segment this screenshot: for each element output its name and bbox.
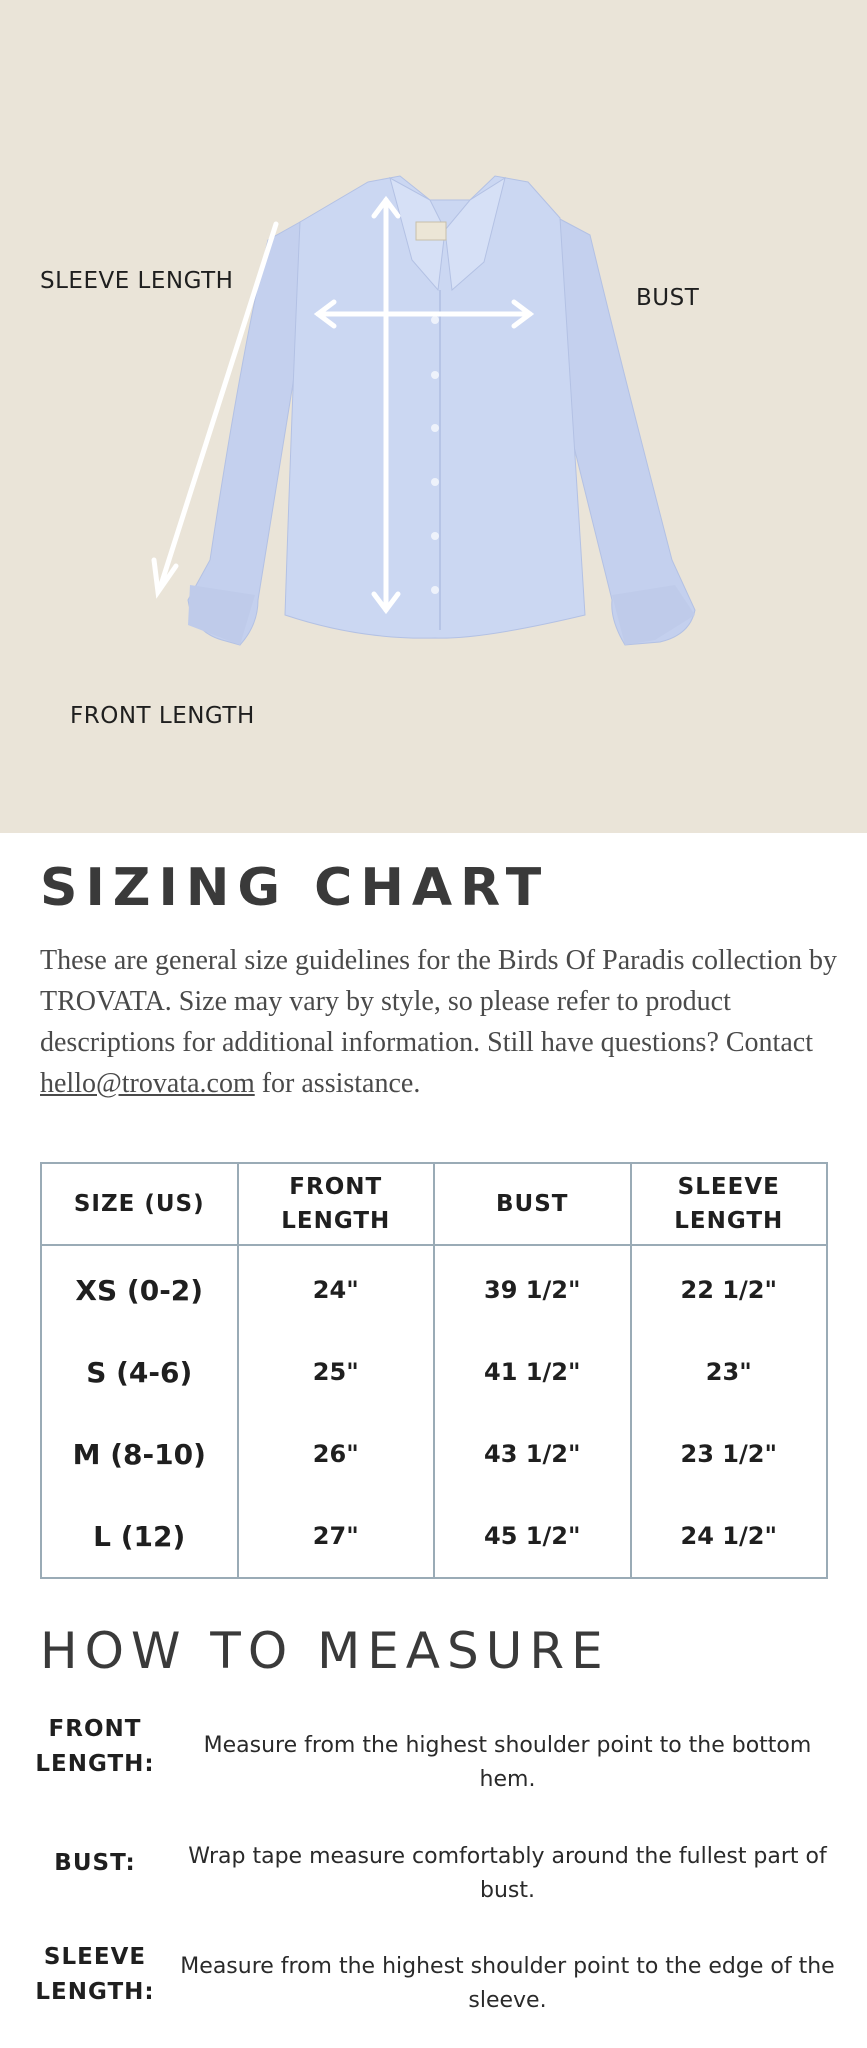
sleeve-length-cell: 22 1/2" (631, 1245, 828, 1331)
bust-cell: 39 1/2" (434, 1245, 631, 1331)
measure-description: Measure from the highest shoulder point to the bottom hem. (203, 1733, 812, 1792)
front-length-cell: 24" (238, 1245, 435, 1331)
size-cell: XS (0-2) (41, 1245, 238, 1331)
front-length-cell: 25" (238, 1331, 435, 1413)
bust-label: BUST (636, 285, 700, 311)
intro-text-end: for assistance. (254, 1068, 421, 1099)
measure-term: FRONT LENGTH: (35, 1716, 155, 1777)
column-header-size: SIZE (US) (41, 1163, 238, 1245)
size-cell: M (8-10) (41, 1413, 238, 1495)
sleeve-length-label: SLEEVE LENGTH (40, 268, 234, 294)
size-cell: L (12) (41, 1495, 238, 1578)
shirt-tag (416, 222, 446, 240)
size-table (40, 1162, 828, 1579)
sleeve-length-cell: 23 1/2" (631, 1413, 828, 1495)
email-link[interactable]: hello@trovata.com (40, 1068, 255, 1099)
intro-text: These are general size guidelines for the Birds Of Paradis collection by TROVATA. Size may vary by style, so please refer to product descriptions for additional information. Still have questions? Contact (40, 945, 837, 1058)
size-cell: S (4-6) (41, 1331, 238, 1413)
sizing-intro (40, 940, 840, 1104)
sizing-chart-title: SIZING CHART (40, 858, 550, 918)
measure-description: Wrap tape measure comfortably around the fullest part of bust. (188, 1844, 827, 1903)
front-length-label: FRONT LENGTH (70, 703, 255, 729)
column-header-sleeve-length: SLEEVE LENGTH (631, 1163, 828, 1245)
bust-cell: 41 1/2" (434, 1331, 631, 1413)
sleeve-length-cell: 24 1/2" (631, 1495, 828, 1578)
bust-cell: 45 1/2" (434, 1495, 631, 1578)
measurement-diagram (0, 0, 867, 833)
table-row (41, 1245, 827, 1331)
front-length-cell: 27" (238, 1495, 435, 1578)
measure-description: Measure from the highest shoulder point to the edge of the sleeve. (180, 1954, 835, 2013)
sleeve-length-cell: 23" (631, 1331, 828, 1413)
bust-cell: 43 1/2" (434, 1413, 631, 1495)
how-to-measure-title: HOW TO MEASURE (40, 1622, 610, 1680)
front-length-cell: 26" (238, 1413, 435, 1495)
table-row (41, 1331, 827, 1413)
column-header-bust: BUST (434, 1163, 631, 1245)
column-header-front-length: FRONT LENGTH (238, 1163, 435, 1245)
table-header-row (41, 1163, 827, 1245)
table-row (41, 1495, 827, 1578)
measure-term: BUST: (54, 1850, 136, 1876)
table-row (41, 1413, 827, 1495)
measure-term: SLEEVE LENGTH: (35, 1944, 155, 2005)
